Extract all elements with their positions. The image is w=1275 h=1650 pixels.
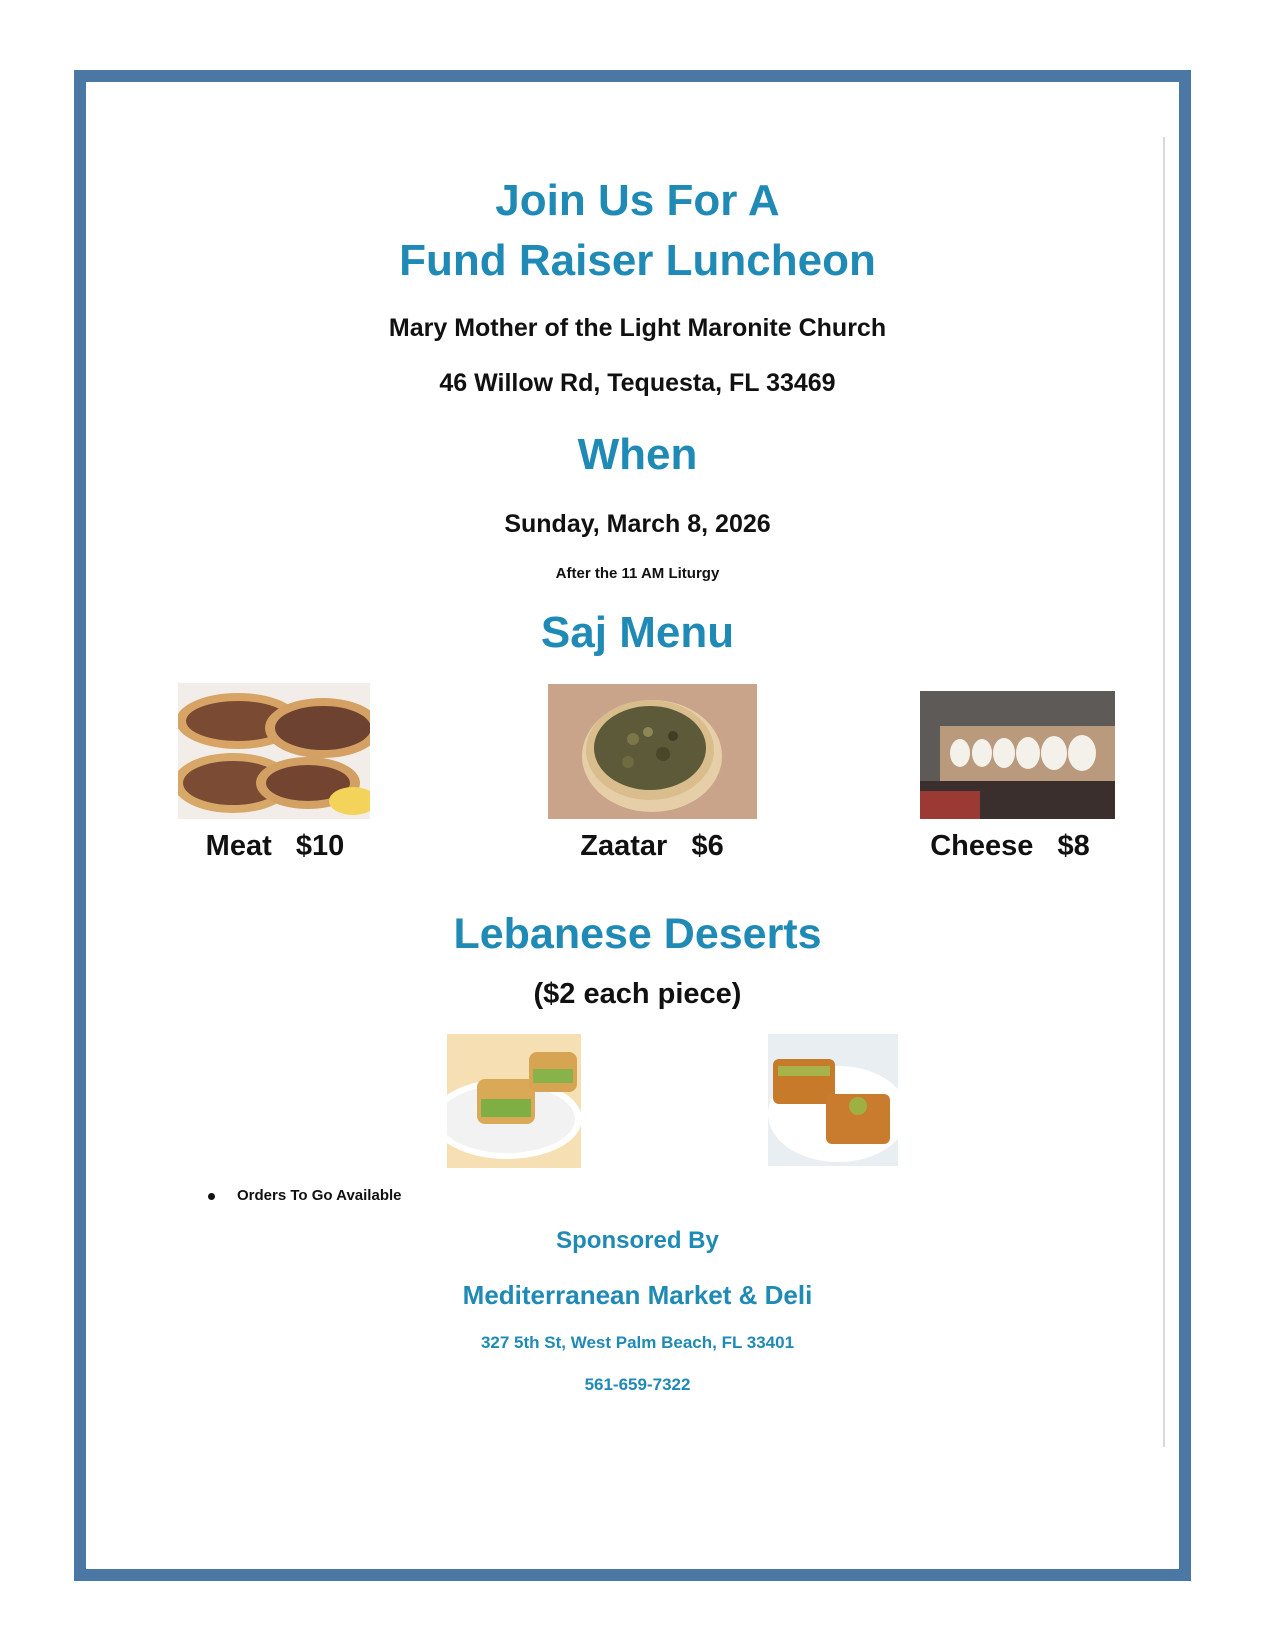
baklava-image-2 (768, 1034, 898, 1166)
desserts-heading: Lebanese Deserts (453, 910, 822, 958)
church-name: Mary Mother of the Light Maronite Church (388, 314, 887, 342)
orders-to-go-bullet (208, 1187, 402, 1204)
when-heading: When (577, 430, 698, 479)
meat-price: $10 (295, 830, 345, 862)
meat-name: Meat (205, 830, 272, 862)
cheese-name: Cheese (930, 830, 1034, 862)
title-line-2: Fund Raiser Luncheon (399, 236, 876, 285)
baklava-image-1 (447, 1034, 581, 1168)
zaatar-name: Zaatar (580, 830, 668, 862)
church-address: 46 Willow Rd, Tequesta, FL 33469 (439, 369, 836, 397)
zaatar-saj-image (548, 684, 757, 819)
zaatar-price: $6 (691, 830, 724, 862)
sponsor-name: Mediterranean Market & Deli (462, 1280, 813, 1310)
event-date: Sunday, March 8, 2026 (504, 510, 771, 538)
bullet-icon (208, 1193, 215, 1200)
sponsor-address: 327 5th St, West Palm Beach, FL 33401 (480, 1333, 795, 1352)
cheese-price: $8 (1057, 830, 1090, 862)
page-frame (74, 70, 1191, 1581)
zaatar-price-label (522, 830, 782, 863)
cheese-saj-image (920, 691, 1115, 819)
sponsor-phone: 561-659-7322 (584, 1375, 691, 1394)
meat-price-label (145, 830, 405, 863)
desserts-price: ($2 each piece) (533, 978, 742, 1010)
orders-to-go-text: Orders To Go Available (237, 1187, 402, 1204)
title-line-1: Join Us For A (495, 176, 780, 225)
time-note: After the 11 AM Liturgy (555, 565, 720, 582)
cheese-price-label (880, 830, 1140, 863)
sponsored-by-label: Sponsored By (556, 1227, 719, 1254)
meat-saj-image (178, 683, 370, 819)
saj-menu-heading: Saj Menu (540, 608, 735, 657)
